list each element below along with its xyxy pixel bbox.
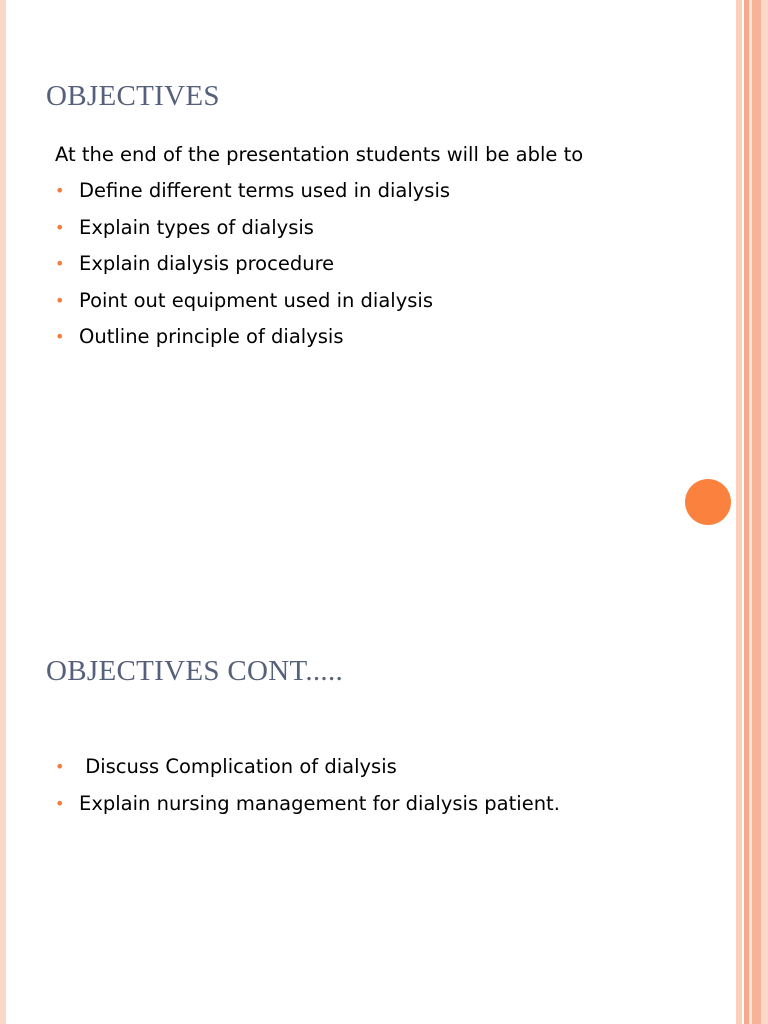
list-item (55, 246, 450, 283)
bullet-dot-icon: • (55, 757, 65, 776)
bullet-dot-icon: • (55, 793, 65, 813)
bullet-dot-icon: • (55, 254, 65, 273)
bullet-dot-icon: • (55, 181, 65, 200)
list-item-text: Explain types of dialysis (79, 215, 314, 239)
list-item-text: Define different terms used in dialysis (79, 179, 451, 202)
list-item (55, 173, 450, 210)
list-item (55, 283, 450, 320)
bullet-dot-icon: • (55, 217, 65, 237)
list-item (55, 749, 560, 786)
objectives-cont-list (55, 749, 560, 822)
list-item (55, 786, 560, 823)
slide-title: OBJECTIVES (46, 80, 220, 112)
bullet-dot-icon: • (55, 290, 65, 310)
list-item-text: Explain dialysis procedure (79, 252, 335, 275)
list-item-text: Outline principle of dialysis (79, 325, 344, 348)
list-item-text: Explain nursing management for dialysis patient. (79, 791, 560, 815)
bullet-dot-icon: • (55, 327, 65, 346)
list-item-text: Discuss Complication of dialysis (79, 755, 397, 778)
slide-objectives-cont (0, 512, 736, 1024)
slide-title: OBJECTIVES CONT..... (46, 655, 344, 687)
list-item (55, 319, 450, 356)
slide-objectives (0, 0, 736, 512)
right-border-stripe (752, 0, 761, 1024)
intro-text: At the end of the presentation students will be able to (55, 143, 584, 166)
right-border-stripe (761, 0, 768, 1024)
list-item-text: Point out equipment used in dialysis (79, 288, 433, 312)
objectives-list (55, 173, 450, 356)
list-item (55, 210, 450, 247)
